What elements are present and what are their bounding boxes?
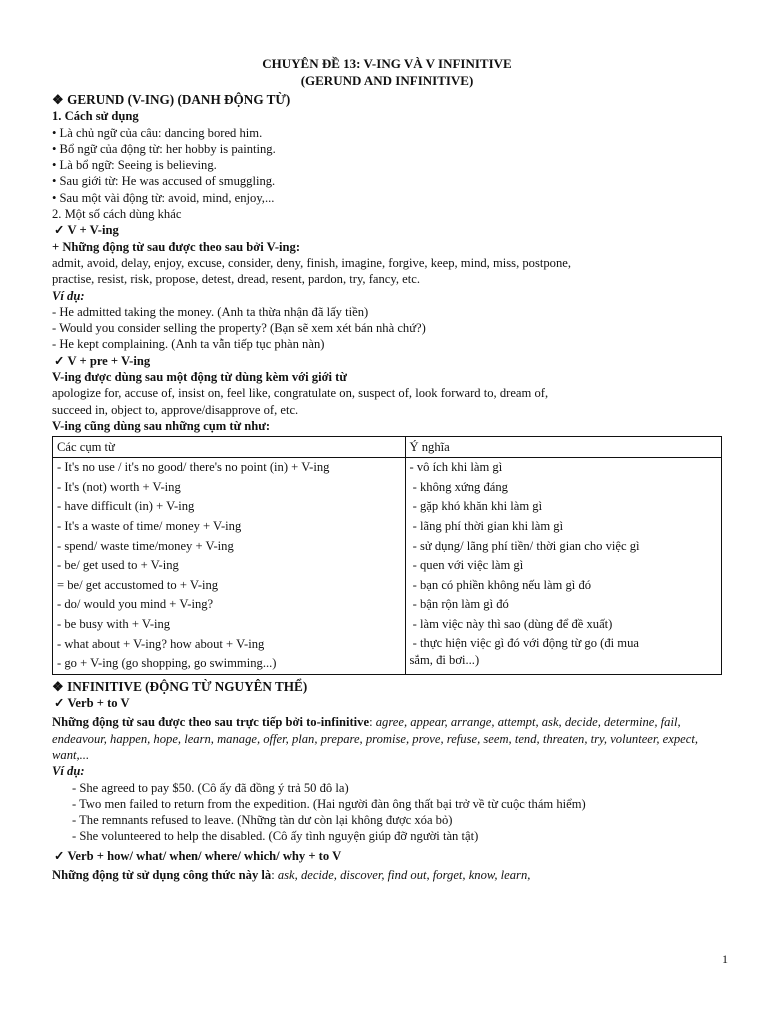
phrase-item: - be/ get used to + V-ing — [57, 558, 179, 573]
infinitive-heading: ❖ INFINITIVE (ĐỘNG TỪ NGUYÊN THỂ) — [52, 678, 308, 694]
meaning-item: sắm, đi bơi...) — [409, 652, 480, 667]
to-infinitive-paragraph — [52, 714, 722, 763]
table-header-row — [53, 437, 722, 458]
phrase-table — [52, 436, 722, 675]
gerund-heading: ❖ GERUND (V-ING) (DANH ĐỘNG TỪ) — [52, 92, 291, 107]
bullet-item: • Sau giới từ: He was accused of smuggling. — [52, 174, 276, 189]
to-infinitive-lead: Những động từ sau được theo sau trực tiếp bởi to-infinitive — [52, 715, 370, 730]
meaning-item: - gặp khó khăn khi làm gì — [409, 499, 543, 514]
other-uses-heading: 2. Một số cách dùng khác — [52, 207, 182, 222]
v-ving-heading: ✓ V + V-ing — [54, 223, 119, 238]
phrase-item: - do/ would you mind + V-ing? — [57, 597, 214, 612]
meaning-item: - làm việc này thì sao (dùng để đề xuất) — [409, 616, 613, 631]
phrase-item: - be busy with + V-ing — [57, 616, 171, 631]
example-line: - She agreed to pay $50. (Cô ấy đã đồng ý trả 50 đô la) — [72, 780, 349, 795]
verbs-ving-line: practise, resist, risk, propose, detest, dread, resent, pardon, try, fancy, etc. — [52, 272, 421, 287]
verb-to-v-heading: ✓ Verb + to V — [54, 696, 130, 711]
title-line-2: (GERUND AND INFINITIVE) — [300, 72, 474, 88]
phrase-item: - what about + V-ing? how about + V-ing — [57, 636, 265, 651]
phrase-item: - spend/ waste time/money + V-ing — [57, 538, 234, 553]
example-label: Ví dụ: — [52, 288, 85, 303]
meaning-item: - bận rộn làm gì đó — [409, 597, 509, 612]
document-page — [52, 56, 722, 883]
title-line-1: CHUYÊN ĐỀ 13: V-ING VÀ V INFINITIVE — [262, 56, 512, 71]
meaning-item: - thực hiện việc gì đó với động từ go (đi mua — [409, 635, 639, 650]
phrase-item: - It's (not) worth + V-ing — [57, 479, 181, 494]
meanings-cell — [405, 458, 721, 675]
formula-line — [52, 867, 722, 883]
example-line: - Would you consider selling the property? (Bạn sẽ xem xét bán nhà chứ?) — [52, 321, 426, 336]
page-number: 1 — [722, 952, 728, 966]
meaning-item: - không xứng đáng — [409, 479, 508, 494]
prep-heading: V-ing được dùng sau một động từ dùng kèm với giới từ — [52, 370, 347, 385]
to-infinitive-verbs: agree, appear, arrange, attempt, ask, decide, determine, fail, endeavour, happen, hope, learn, manage, offer, plan, prepare, promise, prove, refuse, seem, tend, threaten, try, volunteer, expect, want,... — [52, 715, 698, 762]
colon: : — [369, 715, 376, 730]
bullet-item: • Bổ ngữ của động từ: her hobby is painting. — [52, 141, 276, 156]
bullet-item: • Sau một vài động từ: avoid, mind, enjoy,... — [52, 190, 275, 205]
phrase-heading: V-ing cũng dùng sau những cụm từ như: — [52, 418, 271, 433]
colon: : — [271, 868, 278, 883]
example-label: Ví dụ: — [52, 764, 85, 779]
verbs-ving-heading: + Những động từ sau được theo sau bởi V-ing: — [52, 239, 301, 254]
phrase-item: - It's no use / it's no good/ there's no point (in) + V-ing — [57, 460, 330, 475]
meaning-item: - sử dụng/ lãng phí tiền/ thời gian cho việc gì — [409, 538, 640, 553]
prep-line: apologize for, accuse of, insist on, feel like, congratulate on, suspect of, look forward to, dream of, — [52, 386, 549, 401]
example-line: - She volunteered to help the disabled. (Cô ấy tình nguyện giúp đỡ người tàn tật) — [72, 829, 479, 844]
phrases-cell — [53, 458, 406, 675]
meaning-item: - quen với việc làm gì — [409, 558, 524, 573]
example-line: - He kept complaining. (Anh ta vẫn tiếp tục phàn nàn) — [52, 337, 325, 352]
bullet-item: • Là chủ ngữ của câu: dancing bored him. — [52, 125, 263, 140]
usage-heading: 1. Cách sử dụng — [52, 109, 139, 124]
example-line: - Two men failed to return from the expedition. (Hai người đàn ông thất bại trở về từ cuộc thám hiểm) — [72, 796, 586, 811]
v-pre-ving-heading: ✓ V + pre + V-ing — [54, 353, 151, 368]
meaning-item: - vô ích khi làm gì — [409, 460, 503, 475]
example-line: - He admitted taking the money. (Anh ta thừa nhận đã lấy tiền) — [52, 304, 369, 319]
meaning-item: - bạn có phiền không nếu làm gì đó — [409, 577, 592, 592]
phrase-item: - have difficult (in) + V-ing — [57, 499, 195, 514]
phrase-item: - It's a waste of time/ money + V-ing — [57, 519, 242, 534]
phrase-item: = be/ get accustomed to + V-ing — [57, 577, 219, 592]
verbs-ving-line: admit, avoid, delay, enjoy, excuse, consider, deny, finish, imagine, forgive, keep, mind, miss, postpone, — [52, 255, 571, 270]
prep-line: succeed in, object to, approve/disapprove of, etc. — [52, 402, 299, 417]
verb-wh-to-v-heading: ✓ Verb + how/ what/ when/ where/ which/ why + to V — [54, 848, 342, 863]
formula-lead: Những động từ sử dụng công thức này là — [52, 868, 272, 883]
example-line: - The remnants refused to leave. (Những tàn dư còn lại không được xóa bỏ) — [72, 813, 453, 828]
bullet-item: • Là bổ ngữ: Seeing is believing. — [52, 158, 217, 173]
table-header-phrases: Các cụm từ — [53, 437, 406, 458]
table-header-meaning: Ý nghĩa — [405, 437, 721, 458]
phrase-item: - go + V-ing (go shopping, go swimming...) — [57, 656, 277, 671]
formula-verbs: ask, decide, discover, find out, forget, know, learn, — [277, 868, 531, 883]
table-row — [53, 458, 722, 675]
meaning-item: - lãng phí thời gian khi làm gì — [409, 519, 564, 534]
